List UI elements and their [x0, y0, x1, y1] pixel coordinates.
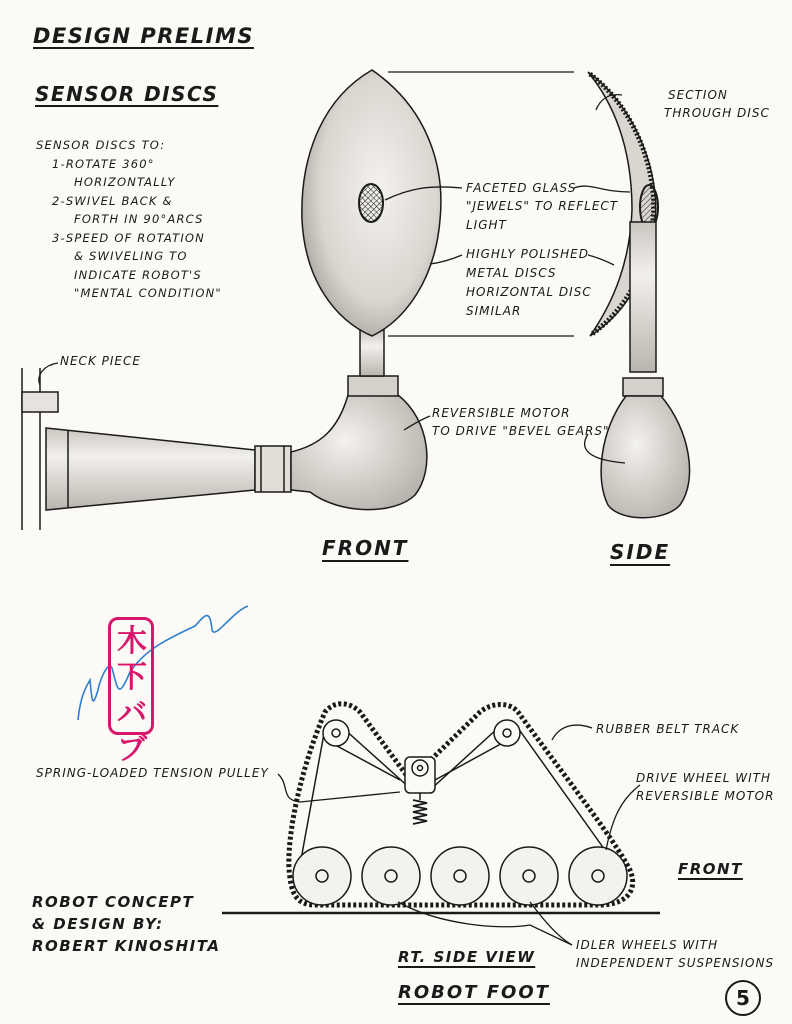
label-polished-4: SIMILAR [466, 304, 522, 318]
side-motor-housing [601, 396, 689, 518]
leader-idler-1 [398, 902, 572, 945]
tension-spring [413, 800, 427, 824]
wheel-2 [362, 847, 420, 905]
label-tension-pulley: SPRING-LOADED TENSION PULLEY [36, 766, 269, 780]
front-disc-stem [360, 330, 384, 376]
credit-line-2: & DESIGN BY: [32, 915, 164, 933]
neck-bracket [22, 392, 58, 412]
page-number: 5 [725, 980, 761, 1016]
top-pulley-left [323, 720, 349, 746]
label-idler-2: INDEPENDENT SUSPENSIONS [576, 956, 775, 970]
notes-line: 1-ROTATE 360° [52, 156, 155, 171]
label-drive-2: REVERSIBLE MOTOR [636, 789, 775, 803]
drive-wheel [569, 847, 627, 905]
side-disc-stem [630, 222, 656, 372]
label-foot-front: FRONT [678, 860, 743, 878]
label-neck-piece: NECK PIECE [60, 354, 141, 368]
leader-belt [552, 725, 592, 740]
hanko-stamp [108, 617, 154, 767]
notes-heading: SENSOR DISCS TO: [36, 138, 166, 152]
label-polished-3: HORIZONTAL DISC [466, 285, 592, 299]
label-rt-side-view: RT. SIDE VIEW [398, 948, 536, 966]
credit-line-3: ROBERT KINOSHITA [32, 937, 221, 955]
credit-block [32, 891, 220, 957]
page-title: DESIGN PRELIMS [33, 24, 254, 48]
label-front-view: FRONT [322, 536, 409, 560]
neck-tube [46, 428, 255, 510]
notes-line: FORTH IN 90°ARCS [74, 212, 204, 226]
top-pulley-right [494, 720, 520, 746]
hanko-text: 木下バブ [117, 624, 147, 767]
label-idler-1: IDLER WHEELS WITH [576, 938, 719, 952]
label-section-2: THROUGH DISC [664, 106, 770, 120]
notes-line: "MENTAL CONDITION" [74, 286, 222, 300]
label-drive-1: DRIVE WHEEL WITH [636, 771, 772, 785]
label-section-1: SECTION [668, 88, 728, 102]
signature [78, 606, 248, 720]
section-title: SENSOR DISCS [35, 82, 219, 106]
front-jewel-crosshatch [359, 184, 383, 222]
wheel-1 [293, 847, 351, 905]
leader-idler-2 [530, 902, 572, 945]
label-robot-foot: ROBOT FOOT [398, 982, 550, 1003]
wheel-4 [500, 847, 558, 905]
notes-line: 2-SWIVEL BACK & [52, 193, 173, 208]
notes-line: 3-SPEED OF ROTATION [52, 230, 205, 245]
front-motor-collar [348, 376, 398, 396]
leader-polished-side [588, 255, 614, 265]
leader-tension [278, 774, 400, 802]
notes-line: INDICATE ROBOT'S [74, 267, 202, 282]
label-polished-2: METAL DISCS [466, 266, 557, 280]
label-faceted-1: FACETED GLASS [466, 181, 577, 195]
leader-jewel-side [574, 186, 630, 192]
leader-polished-front [430, 255, 462, 264]
foot-frame [300, 728, 612, 865]
notes-block [36, 136, 222, 303]
label-rubber-belt: RUBBER BELT TRACK [596, 722, 740, 736]
tension-pulley [412, 760, 428, 776]
notes-line: & SWIVELING TO [74, 249, 188, 263]
label-side-view: SIDE [610, 540, 671, 564]
label-motor-2: TO DRIVE "BEVEL GEARS" [432, 424, 610, 438]
credit-line-1: ROBOT CONCEPT [32, 893, 195, 911]
idler-wheel-group [293, 847, 627, 905]
label-faceted-3: LIGHT [466, 218, 507, 232]
front-motor-housing [291, 395, 427, 510]
side-motor-collar [623, 378, 663, 396]
leader-drive [606, 785, 640, 850]
wheel-3 [431, 847, 489, 905]
leader-neck-piece [39, 363, 58, 385]
label-faceted-2: "JEWELS" TO REFLECT [466, 199, 619, 213]
label-motor-1: REVERSIBLE MOTOR [432, 406, 571, 420]
label-polished-1: HIGHLY POLISHED [466, 247, 589, 261]
notes-line: HORIZONTALLY [74, 175, 176, 189]
